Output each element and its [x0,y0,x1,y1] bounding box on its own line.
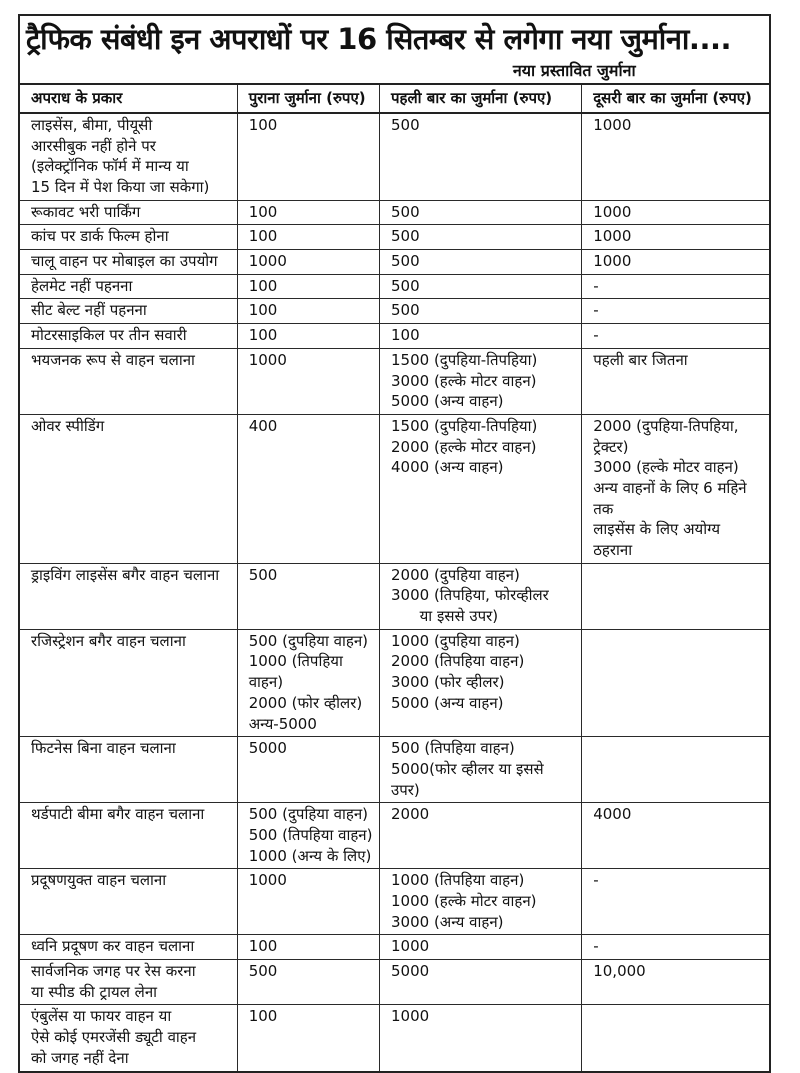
cell-line: 100 [248,301,278,320]
first-fine-cell [380,629,582,736]
cell-line: 1000 [593,252,632,271]
cell-line: 2000 (दुपहिया-तिपहिया, ट्रेक्टर) [593,416,744,456]
cell-line: ड्राइविंग लाइसेंस बगैर वाहन चलाना [31,565,220,584]
cell-line: 5000 [248,739,287,758]
old-fine-cell [237,324,379,349]
second-fine-cell [582,250,769,275]
old-fine-cell [237,299,379,324]
cell-line: 1500 (दुपहिया-तिपहिया) [391,350,538,369]
offense-cell [20,803,237,869]
cell-line: थर्डपाटी बीमा बगैर वाहन चलाना [31,805,205,824]
second-fine-cell [582,563,769,629]
cell-line: सार्वजनिक जगह पर रेस करना [31,962,196,981]
table-row [20,1005,769,1071]
cell-line: - [593,326,599,345]
old-fine-cell [237,803,379,869]
offense-cell [20,737,237,803]
cell-line: सीट बेल्ट नहीं पहनना [31,301,147,320]
cell-line: 2000 (दुपहिया वाहन) [391,565,520,584]
cell-line: ओवर स्पीडिंग [31,416,105,435]
old-fine-cell [237,1005,379,1071]
cell-line: आरसीबुक नहीं होने पर [31,136,156,155]
cell-line: 1000 (हल्के मोटर वाहन) [391,892,537,910]
cell-line: अन्य-5000 [248,714,317,733]
cell-line: - [593,301,599,320]
second-fine-cell [582,274,769,299]
table-row [20,324,769,349]
cell-line: 100 [248,227,278,246]
second-fine-cell [582,1005,769,1071]
fines-table [20,83,769,1070]
cell-line: 500 [391,227,420,246]
old-fine-cell [237,414,379,563]
table-row [20,299,769,324]
cell-line: 500 [391,115,420,134]
col-header-second-fine: दूसरी बार का जुर्माना (रुपए) [582,84,769,113]
cell-line: 1000 (तिपहिया वाहन) [248,652,348,692]
cell-line: ध्वनि प्रदूषण कर वाहन चलाना [31,937,195,956]
cell-line: ऐसे कोई एमरजेंसी ड्यूटी वाहन [31,1028,197,1047]
cell-line: 100 [248,115,278,134]
second-fine-cell [582,299,769,324]
cell-line: - [593,871,599,890]
first-fine-cell [380,250,582,275]
first-fine-cell [380,960,582,1005]
table-row [20,629,769,736]
cell-line: अन्य वाहनों के लिए 6 महिने तक [593,478,752,518]
old-fine-cell [237,113,379,200]
cell-line: 1000 (तिपहिया वाहन) [391,871,525,890]
cell-line: 5000 (अन्य वाहन) [391,693,504,712]
offense-cell [20,225,237,250]
second-fine-cell [582,225,769,250]
cell-line: 100 [248,1007,278,1026]
second-fine-cell [582,113,769,200]
cell-line: 100 [248,937,278,956]
cell-line: 1500 (दुपहिया-तिपहिया) [391,416,538,435]
col-header-first-fine: पहली बार का जुर्माना (रुपए) [380,84,582,113]
cell-line: 10,000 [593,962,646,981]
second-fine-cell [582,324,769,349]
offense-cell [20,935,237,960]
cell-line: 1000 [593,115,632,134]
second-fine-cell [582,629,769,736]
cell-line: चालू वाहन पर मोबाइल का उपयोग [31,252,218,271]
first-fine-cell [380,414,582,563]
cell-line: रजिस्ट्रेशन बगैर वाहन चलाना [31,631,186,650]
table-row [20,803,769,869]
cell-line: 15 दिन में पेश किया जा सकेगा) [31,178,210,196]
cell-line: 5000(फोर व्हीलर या इससे उपर) [391,759,549,799]
cell-line: 500 [248,565,278,584]
cell-line: 3000 (हल्के मोटर वाहन) [391,371,537,390]
table-row [20,250,769,275]
offense-cell [20,629,237,736]
cell-line: 3000 (फोर व्हीलर) [391,673,505,692]
cell-line: 4000 [593,805,632,824]
first-fine-cell [380,299,582,324]
cell-line: 1000 (अन्य के लिए) [248,846,372,865]
cell-line: 1000 [248,350,287,369]
old-fine-cell [237,960,379,1005]
table-row [20,960,769,1005]
old-fine-cell [237,563,379,629]
offense-cell [20,869,237,935]
cell-line: 500 [248,962,278,981]
second-fine-cell [582,960,769,1005]
offense-cell [20,324,237,349]
cell-line: 1000 [593,202,632,221]
table-row [20,563,769,629]
cell-line: 4000 (अन्य वाहन) [391,458,504,477]
col-header-offense: अपराध के प्रकार [20,84,237,113]
old-fine-cell [237,737,379,803]
cell-line: लाइसेंस, बीमा, पीयूसी [31,115,153,134]
first-fine-cell [380,324,582,349]
cell-line: - [593,276,599,295]
table-row [20,414,769,563]
cell-line: 500 (तिपहिया वाहन) [391,739,515,758]
table-row [20,225,769,250]
cell-line: 500 (तिपहिया वाहन) [248,825,373,844]
table-header-row [20,84,769,113]
offense-cell [20,274,237,299]
cell-line: 1000 [391,1007,430,1026]
first-fine-cell [380,803,582,869]
cell-line: 2000 (तिपहिया वाहन) [391,652,525,671]
table-row [20,935,769,960]
cell-line: 1000 [248,871,287,890]
cell-line: फिटनेस बिना वाहन चलाना [31,739,176,758]
table-row [20,869,769,935]
old-fine-cell [237,274,379,299]
cell-line: 500 [391,252,420,271]
cell-line: 2000 (हल्के मोटर वाहन) [391,437,537,456]
cell-line: 500 (दुपहिया वाहन) [248,805,369,824]
second-fine-cell [582,869,769,935]
cell-line: हेलमेट नहीं पहनना [31,276,133,295]
cell-line: 100 [248,326,278,345]
super-header-row [20,59,769,83]
first-fine-cell [380,1005,582,1071]
table-row [20,348,769,414]
table-row [20,274,769,299]
cell-line: - [593,937,599,956]
old-fine-cell [237,200,379,225]
offense-cell [20,200,237,225]
cell-line: 100 [248,276,278,295]
cell-line: 500 [391,202,420,221]
first-fine-cell [380,869,582,935]
offense-cell [20,348,237,414]
cell-line: मोटरसाइकिल पर तीन सवारी [31,326,187,345]
offense-cell [20,299,237,324]
first-fine-cell [380,348,582,414]
cell-line: 500 (दुपहिया वाहन) [248,631,369,650]
cell-line: 2000 [391,805,430,824]
old-fine-cell [237,869,379,935]
offense-cell [20,960,237,1005]
cell-line: 5000 (अन्य वाहन) [391,392,504,411]
second-fine-cell [582,200,769,225]
super-header-label: नया प्रस्तावित जुर्माना [512,61,636,81]
page-title: ट्रैफिक संबंधी इन अपराधों पर 16 सितम्बर से लगेगा नया जुर्माना.... [26,22,731,56]
cell-line: लाइसेंस के लिए अयोग्य ठहराना [593,520,725,559]
cell-line: 1000 [391,937,430,956]
cell-line: 500 [391,276,420,295]
cell-line: 100 [391,326,420,345]
cell-line: 1000 [248,252,287,271]
table-row [20,200,769,225]
first-fine-cell [380,563,582,629]
fines-sheet [18,14,771,1073]
offense-cell [20,1005,237,1071]
first-fine-cell [380,200,582,225]
cell-line: एंबुलेंस या फायर वाहन या [31,1007,172,1026]
cell-line: रूकावट भरी पार्किंग [31,202,141,221]
second-fine-cell [582,803,769,869]
cell-line: 1000 (दुपहिया वाहन) [391,631,520,650]
first-fine-cell [380,935,582,960]
first-fine-cell [380,737,582,803]
old-fine-cell [237,629,379,736]
cell-line: 2000 (फोर व्हीलर) [248,693,363,712]
cell-line: 3000 (अन्य वाहन) [391,912,504,931]
first-fine-cell [380,225,582,250]
cell-line: भयजनक रूप से वाहन चलाना [31,350,195,369]
old-fine-cell [237,250,379,275]
old-fine-cell [237,935,379,960]
offense-cell [20,113,237,200]
second-fine-cell [582,414,769,563]
second-fine-cell [582,348,769,414]
cell-line: पहली बार जितना [593,350,688,369]
table-row [20,737,769,803]
cell-line: 5000 [391,962,430,981]
offense-cell [20,563,237,629]
second-fine-cell [582,737,769,803]
col-header-old-fine: पुराना जुर्माना (रुपए) [237,84,379,113]
cell-line: 400 [248,416,278,435]
old-fine-cell [237,225,379,250]
cell-line: (इलेक्ट्रॉनिक फॉर्म में मान्य या [31,157,189,176]
first-fine-cell [380,113,582,200]
cell-line: 3000 (हल्के मोटर वाहन) [593,458,739,477]
first-fine-cell [380,274,582,299]
offense-cell [20,414,237,563]
cell-line: या स्पीड की ट्रायल लेना [31,982,158,1001]
old-fine-cell [237,348,379,414]
cell-line: कांच पर डार्क फिल्म होना [31,227,169,246]
cell-line: प्रदूषणयुक्त वाहन चलाना [31,871,167,890]
offense-cell [20,250,237,275]
cell-line: 500 [391,301,420,320]
cell-line: को जगह नहीं देना [31,1048,129,1067]
cell-line: 3000 (तिपहिया, फोरव्हीलर [391,586,549,605]
second-fine-cell [582,935,769,960]
cell-line: या इससे उपर) [391,607,499,626]
table-row [20,113,769,200]
cell-line: 100 [248,202,278,221]
cell-line: 1000 [593,227,632,246]
